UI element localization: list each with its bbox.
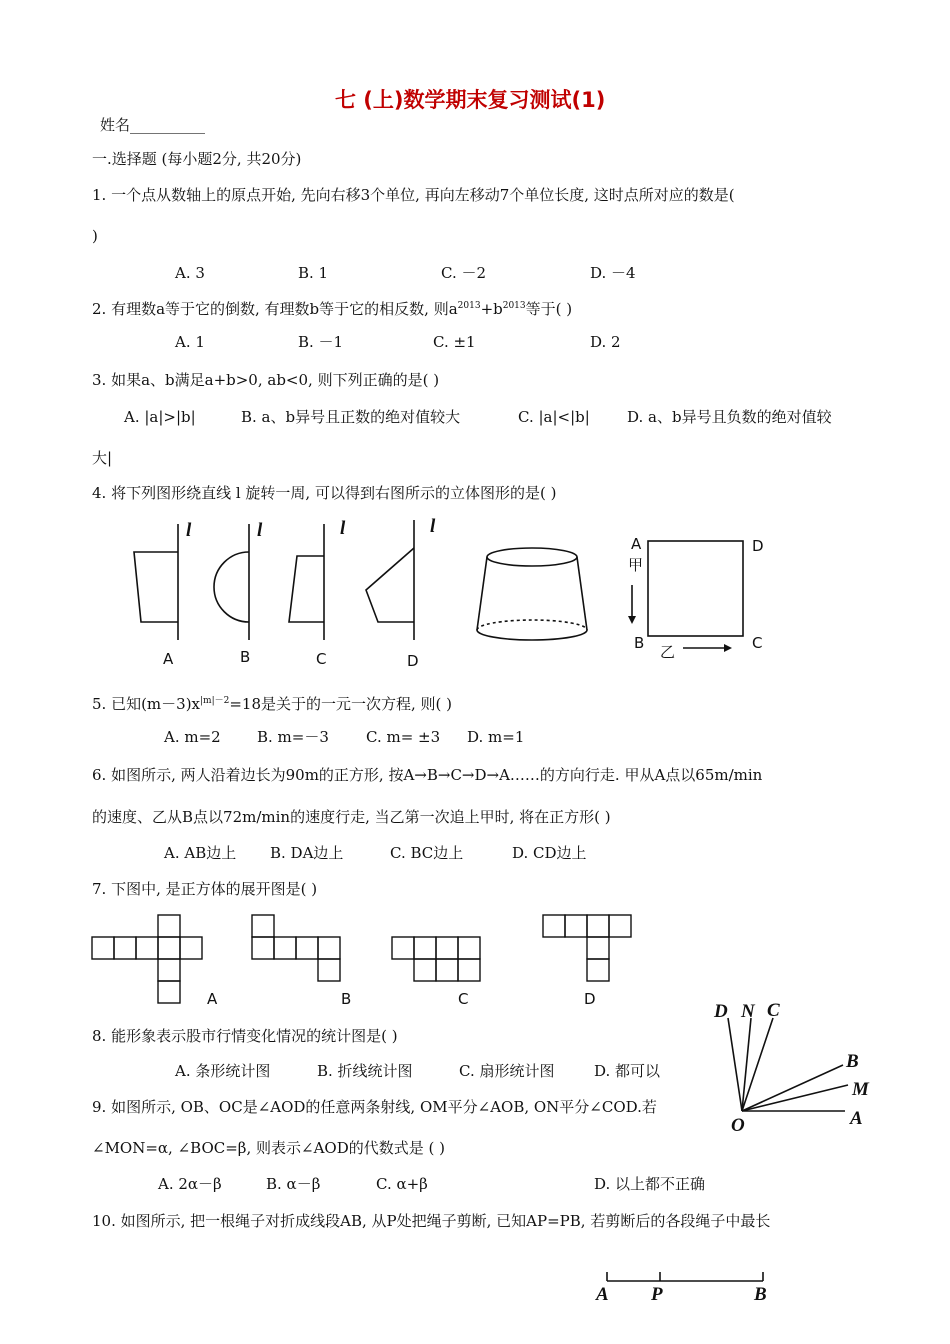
question-9-option-a: A. 2α－β xyxy=(158,1175,222,1193)
q7-net-c-cell xyxy=(414,937,436,959)
q7-net-a-cell xyxy=(92,937,114,959)
q7-net-d-cell xyxy=(609,915,631,937)
q4-figure-b xyxy=(214,524,249,640)
q4-axis-label-b: l xyxy=(257,520,263,541)
q7-net-a-cell xyxy=(180,937,202,959)
q10-segment xyxy=(607,1272,763,1281)
name-field-label: 姓名__________ xyxy=(100,116,206,134)
question-8-option-a: A. 条形统计图 xyxy=(175,1062,271,1080)
q7-fig-label-b: B xyxy=(341,990,352,1008)
q4-axis-label-d: l xyxy=(430,516,436,537)
q4-fig-label-c: C xyxy=(316,650,327,668)
q9-label-b: B xyxy=(846,1051,859,1072)
question-1-option-d: D. －4 xyxy=(590,264,636,282)
q7-net-c-cell xyxy=(458,937,480,959)
q7-net-a-cell xyxy=(136,937,158,959)
q4-fig-label-d: D xyxy=(407,652,419,670)
q4-axis-label-a: l xyxy=(186,520,192,541)
q7-net-a-cell xyxy=(158,959,180,981)
question-2-option-a: A. 1 xyxy=(175,333,205,351)
q7-net-d-cell xyxy=(587,959,609,981)
question-2-text-a: 2. 有理数a等于它的倒数, 有理数b等于它的相反数, 则a xyxy=(92,300,458,318)
q6-vertex-c: C xyxy=(752,634,763,652)
q9-label-n: N xyxy=(741,1001,755,1022)
q7-nets xyxy=(92,915,631,1003)
q7-net-a-cell xyxy=(158,915,180,937)
q7-net-b-cell xyxy=(296,937,318,959)
question-4-text: 4. 将下列图形绕直线 l 旋转一周, 可以得到右图所示的立体图形的是( ) xyxy=(92,484,557,502)
question-5-exponent: |m|－2 xyxy=(200,696,230,706)
q6-square xyxy=(632,541,743,648)
q6-arrow-down-icon xyxy=(628,616,636,624)
q9-label-c: C xyxy=(767,1000,780,1021)
q7-net-c-cell xyxy=(458,959,480,981)
question-8-option-d: D. 都可以 xyxy=(594,1062,661,1080)
question-9-text-cont: ∠MON=α, ∠BOC=β, 则表示∠AOD的代数式是 ( ) xyxy=(92,1139,445,1157)
question-9-option-b: B. α－β xyxy=(266,1175,321,1193)
question-6-option-d: D. CD边上 xyxy=(512,844,587,862)
q6-vertex-d: D xyxy=(752,537,764,555)
q7-fig-label-d: D xyxy=(584,990,596,1008)
q7-net-b-cell xyxy=(252,915,274,937)
q7-net-d-cell xyxy=(587,937,609,959)
question-3-text: 3. 如果a、b满足a+b>0, ab<0, 则下列正确的是( ) xyxy=(92,371,440,389)
q7-net-d-cell xyxy=(587,915,609,937)
q4-figure-a xyxy=(134,524,178,640)
q7-net-a-cell xyxy=(158,981,180,1003)
q9-rays xyxy=(728,1018,848,1111)
question-3-option-a: A. |a|>|b| xyxy=(124,408,196,426)
q6-arrow-right-icon xyxy=(724,644,732,652)
question-6-text-cont: 的速度、乙从B点以72m/min的速度行走, 当乙第一次追上甲时, 将在正方形( ) xyxy=(92,808,611,826)
question-1-option-b: B. 1 xyxy=(298,264,329,282)
question-6-option-a: A. AB边上 xyxy=(164,844,237,862)
question-2-option-c: C. ±1 xyxy=(433,333,476,351)
question-5-option-b: B. m=－3 xyxy=(257,728,329,746)
question-7-text: 7. 下图中, 是正方体的展开图是( ) xyxy=(92,880,318,898)
q9-label-o: O xyxy=(731,1115,745,1136)
q7-net-d-cell xyxy=(543,915,565,937)
question-3-option-d: D. a、b异号且负数的绝对值较 xyxy=(627,408,832,426)
q7-net-b-cell xyxy=(274,937,296,959)
question-8-text: 8. 能形象表示股市行情变化情况的统计图是( ) xyxy=(92,1027,398,1045)
question-6-option-c: C. BC边上 xyxy=(390,844,464,862)
q4-figure-c xyxy=(289,524,324,640)
q7-net-c-cell xyxy=(436,937,458,959)
question-2-exponent-2: 2013 xyxy=(502,301,526,311)
q7-fig-label-c: C xyxy=(458,990,469,1008)
q7-net-b-cell xyxy=(318,937,340,959)
question-2-text-b: +b xyxy=(480,300,503,318)
question-8-option-c: C. 扇形统计图 xyxy=(459,1062,555,1080)
q7-net-d-cell xyxy=(565,915,587,937)
question-1-text: 1. 一个点从数轴上的原点开始, 先向右移3个单位, 再向左移动7个单位长度, 这时点所对应的数是( xyxy=(92,186,735,204)
q7-net-c-cell xyxy=(414,959,436,981)
q9-label-m: M xyxy=(852,1079,869,1100)
question-8-option-b: B. 折线统计图 xyxy=(317,1062,413,1080)
question-5-text xyxy=(92,697,452,712)
question-5-text-b: =18是关于的一元一次方程, 则( ) xyxy=(229,695,453,713)
q7-net-c-cell xyxy=(392,937,414,959)
q10-label-a: A xyxy=(596,1284,609,1305)
q7-net-a-cell xyxy=(114,937,136,959)
q7-net-b-cell xyxy=(318,959,340,981)
q4-fig-label-b: B xyxy=(240,648,251,666)
question-9-text: 9. 如图所示, OB、OC是∠AOD的任意两条射线, OM平分∠AOB, ON平分∠COD.若 xyxy=(92,1098,657,1116)
question-9-option-c: C. α+β xyxy=(376,1175,428,1193)
question-3-text-cont: 大| xyxy=(92,449,113,467)
q6-jia-label: 甲 xyxy=(628,556,644,574)
question-10-text: 10. 如图所示, 把一根绳子对折成线段AB, 从P处把绳子剪断, 已知AP=PB, 若剪断后的各段绳子中最长 xyxy=(92,1212,771,1230)
question-2-option-b: B. －1 xyxy=(298,333,344,351)
q7-fig-label-a: A xyxy=(207,990,218,1008)
question-6-text: 6. 如图所示, 两人沿着边长为90m的正方形, 按A→B→C→D→A……的方向行走. 甲从A点以65m/min xyxy=(92,766,763,784)
q10-label-p: P xyxy=(651,1284,663,1305)
question-1-option-c: C. －2 xyxy=(441,264,487,282)
question-2-text-c: 等于( ) xyxy=(525,300,573,318)
q4-figure-d xyxy=(366,520,414,640)
q6-vertex-a: A xyxy=(631,535,642,553)
q4-axis-label-c: l xyxy=(340,518,346,539)
q7-net-a-cell xyxy=(158,937,180,959)
q7-net-b-cell xyxy=(252,937,274,959)
q9-label-a: A xyxy=(850,1108,863,1129)
q9-label-d: D xyxy=(714,1001,728,1022)
question-5-option-a: A. m=2 xyxy=(164,728,221,746)
question-5-text-a: 5. 已知(m－3)x xyxy=(92,695,201,713)
question-2-exponent-1: 2013 xyxy=(457,301,481,311)
question-2-option-d: D. 2 xyxy=(590,333,621,351)
q10-label-b: B xyxy=(754,1284,767,1305)
q4-frustum-solid xyxy=(477,548,587,640)
question-1-option-a: A. 3 xyxy=(175,264,205,282)
question-3-option-c: C. |a|<|b| xyxy=(518,408,590,426)
question-9-option-d: D. 以上都不正确 xyxy=(594,1175,706,1193)
question-6-option-b: B. DA边上 xyxy=(270,844,344,862)
question-5-option-d: D. m=1 xyxy=(467,728,525,746)
q4-fig-label-a: A xyxy=(163,650,174,668)
section-heading: 一.选择题 (每小题2分, 共20分) xyxy=(92,150,302,168)
question-3-option-b: B. a、b异号且正数的绝对值较大 xyxy=(241,408,461,426)
q6-vertex-b: B xyxy=(634,634,645,652)
q7-net-c-cell xyxy=(436,959,458,981)
question-1-text-cont: ) xyxy=(92,227,98,245)
question-5-option-c: C. m= ±3 xyxy=(366,728,441,746)
q6-yi-label: 乙 xyxy=(660,643,676,661)
page-title: 七 (上)数学期末复习测试(1) xyxy=(335,88,606,112)
